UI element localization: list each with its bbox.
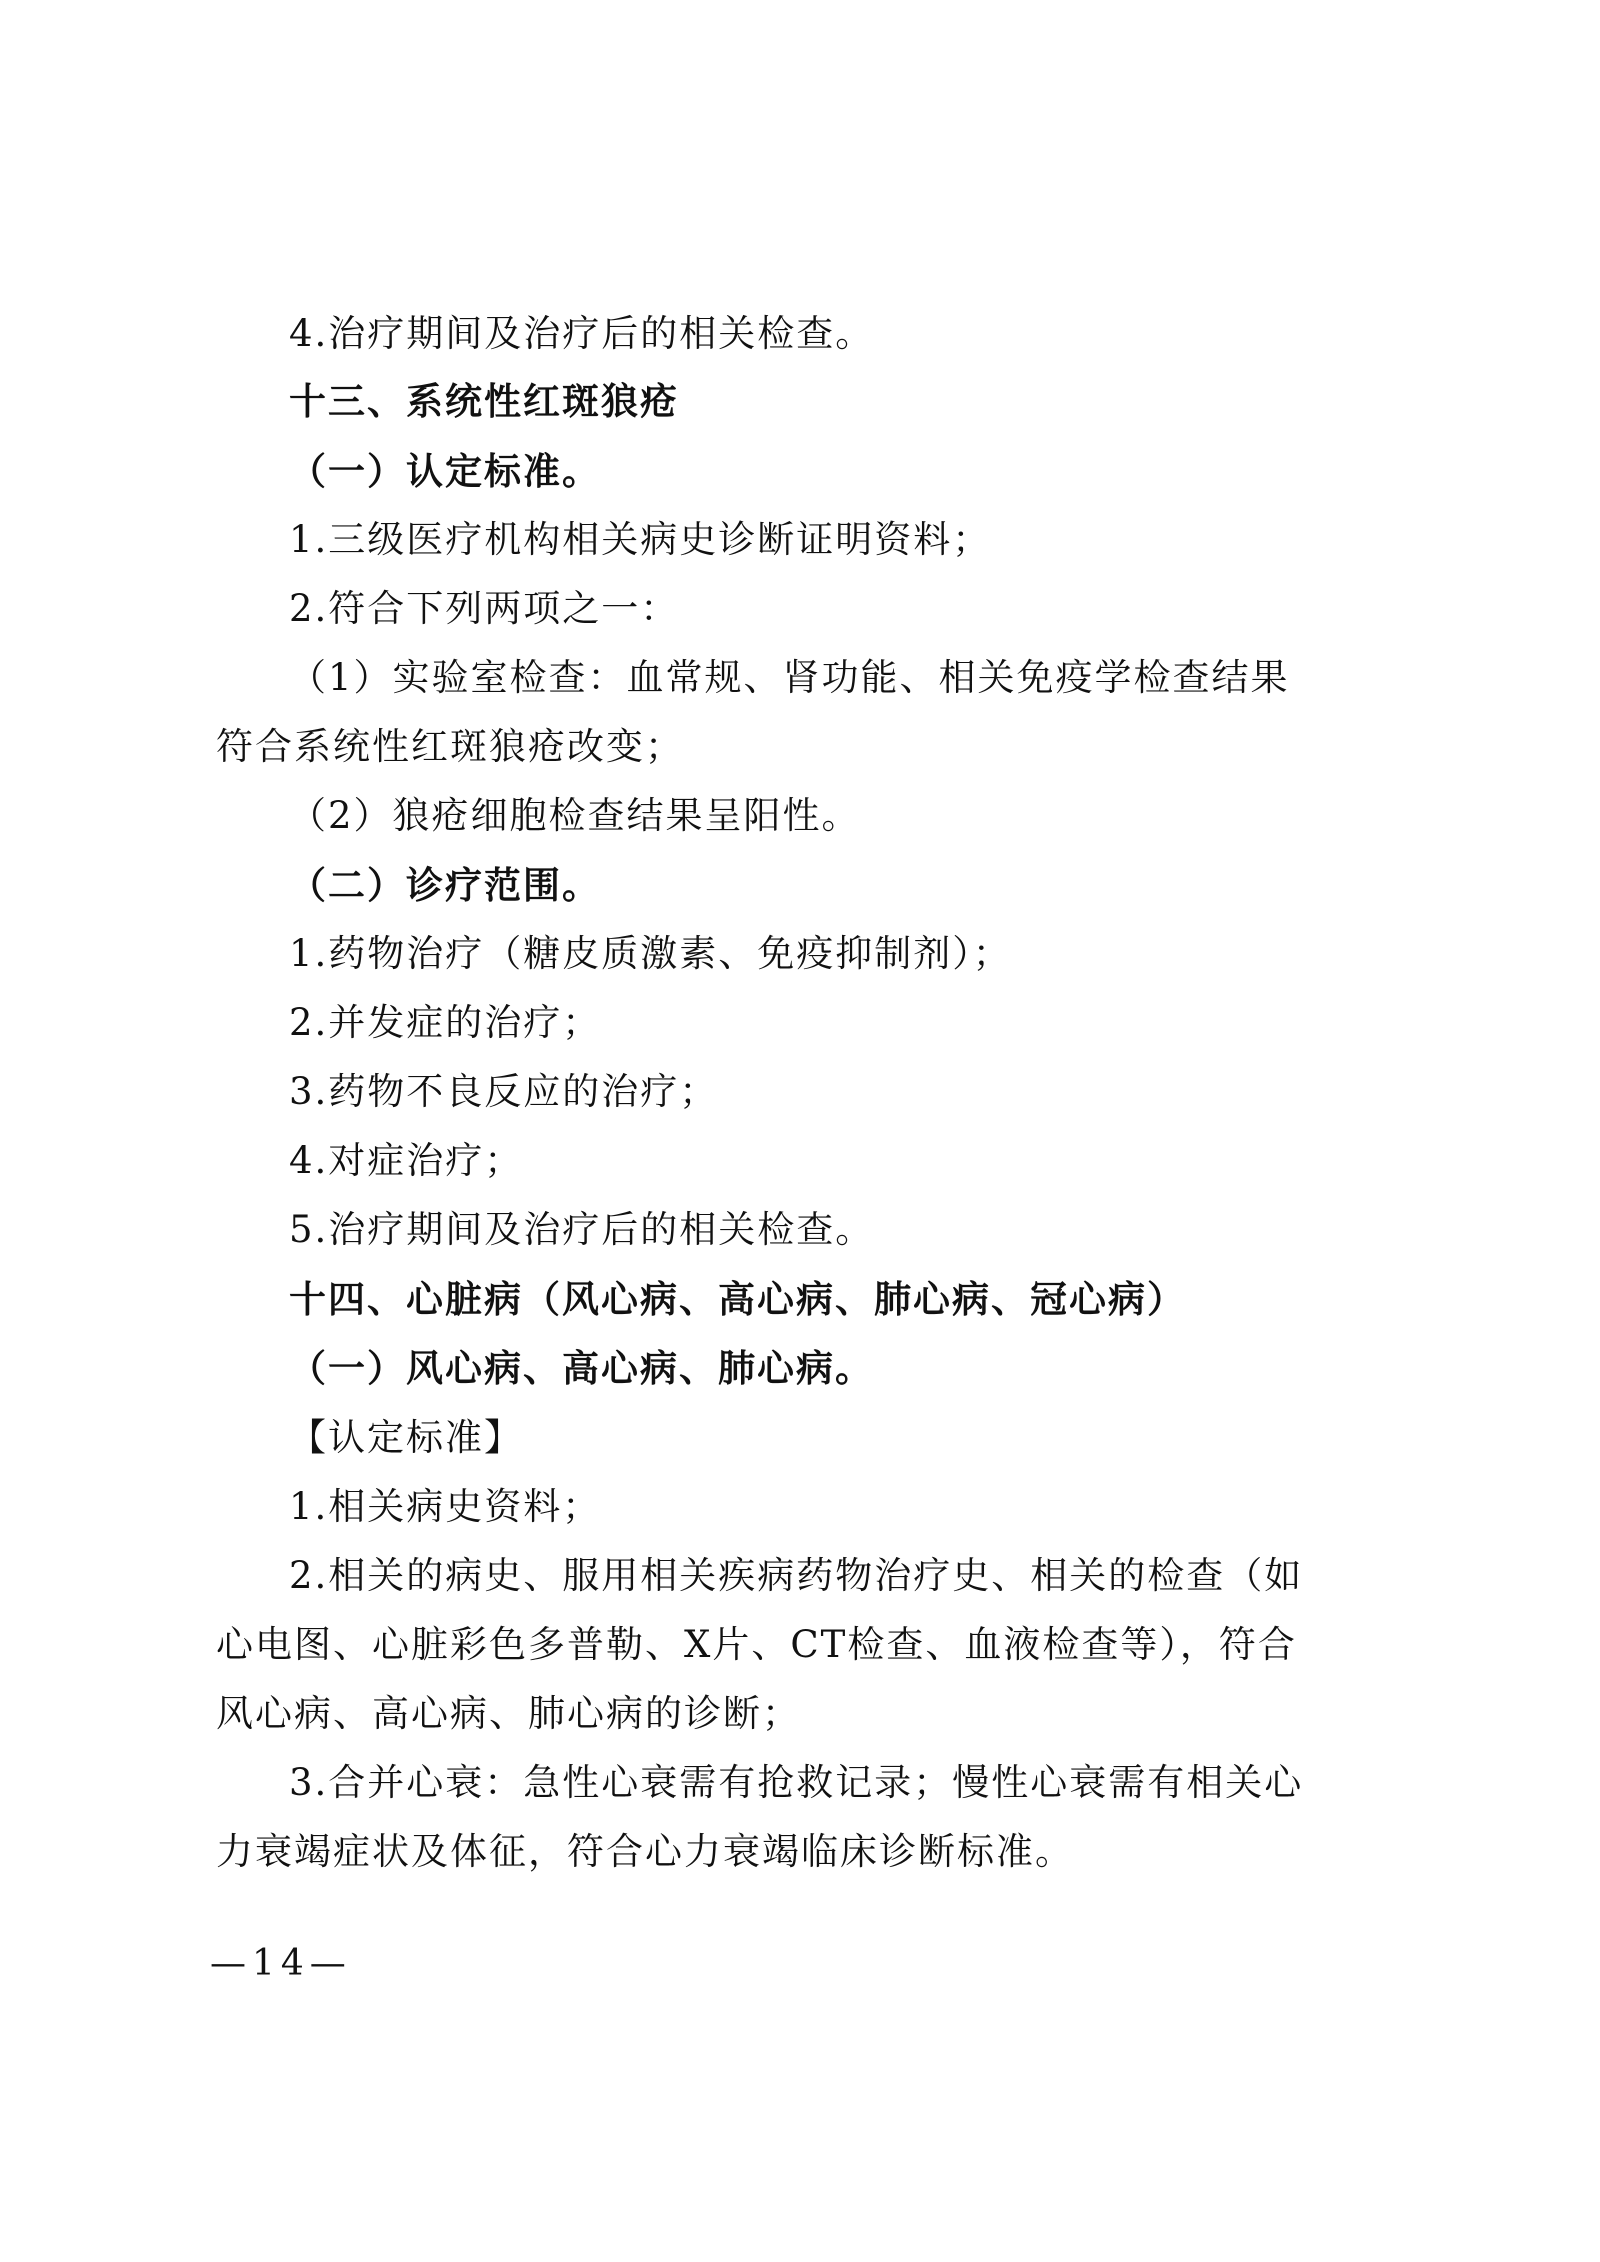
bracket-label: 【认定标准】 xyxy=(289,1416,523,1459)
paragraph-line: 心电图、心脏彩色多普勒、X片、CT检查、血液检查等），符合 xyxy=(216,1623,1297,1666)
paragraph-line: 3.合并心衰：急性心衰需有抢救记录；慢性心衰需有相关心 xyxy=(289,1761,1304,1804)
subsection-heading: （二）诊疗范围。 xyxy=(289,864,601,907)
paragraph-line: 符合系统性红斑狼疮改变； xyxy=(216,725,684,768)
subsection-heading: （一）认定标准。 xyxy=(289,450,601,493)
paragraph-line: 2.符合下列两项之一： xyxy=(289,587,680,630)
paragraph-line: （2）狼疮细胞检查结果呈阳性。 xyxy=(289,794,861,837)
paragraph-line: 1.三级医疗机构相关病史诊断证明资料； xyxy=(289,518,992,561)
subsection-heading: （一）风心病、高心病、肺心病。 xyxy=(289,1347,874,1390)
paragraph-line: 5.治疗期间及治疗后的相关检查。 xyxy=(289,1208,875,1251)
paragraph-line: 1.相关病史资料； xyxy=(289,1485,602,1528)
section-heading: 十三、系统性红斑狼疮 xyxy=(289,380,679,423)
paragraph-line: 2.相关的病史、服用相关疾病药物治疗史、相关的检查（如 xyxy=(289,1554,1304,1597)
paragraph-line: 3.药物不良反应的治疗； xyxy=(289,1070,719,1113)
section-heading: 十四、心脏病（风心病、高心病、肺心病、冠心病） xyxy=(289,1278,1186,1321)
paragraph-line: 1.药物治疗（糖皮质激素、免疫抑制剂）； xyxy=(289,932,1012,975)
paragraph-line: 4.治疗期间及治疗后的相关检查。 xyxy=(289,312,875,355)
paragraph-line: （1）实验室检查：血常规、肾功能、相关免疫学检查结果 xyxy=(289,656,1290,699)
paragraph-line: 2.并发症的治疗； xyxy=(289,1001,602,1044)
page-number: —14— xyxy=(210,1943,352,1984)
paragraph-line: 风心病、高心病、肺心病的诊断； xyxy=(216,1692,801,1735)
paragraph-line: 4.对症治疗； xyxy=(289,1139,524,1182)
paragraph-line: 力衰竭症状及体征，符合心力衰竭临床诊断标准。 xyxy=(216,1830,1074,1873)
